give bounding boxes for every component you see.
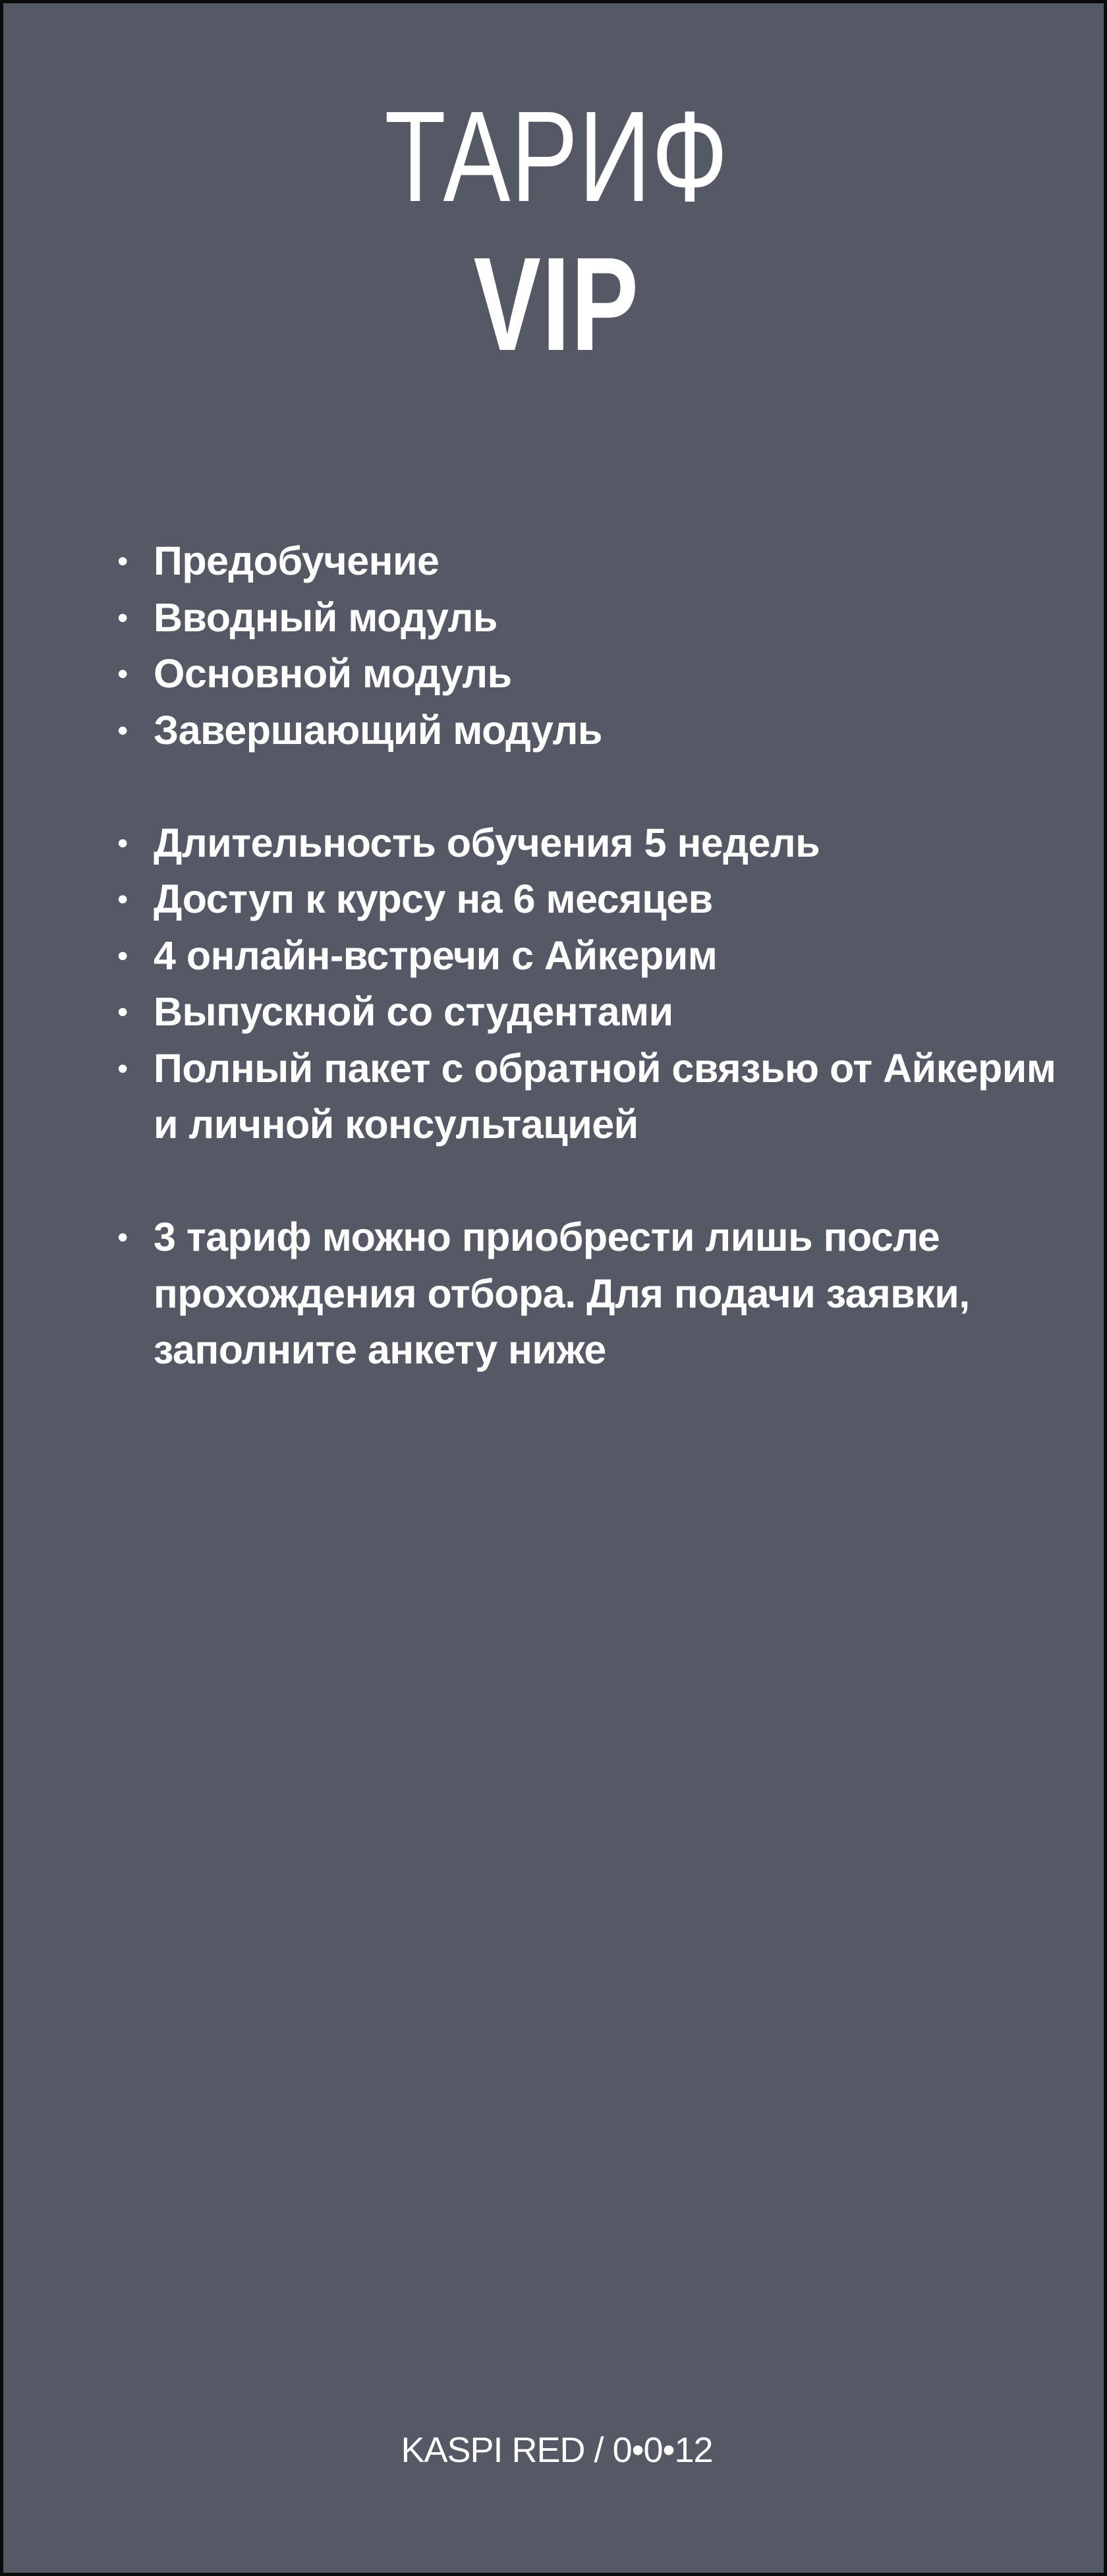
feature-text: 3 тариф можно приобрести лишь после прохождения отбора. Для подачи заявки, заполните анкету ниже [154, 1215, 970, 1372]
feature-text: Длительность обучения 5 недель [154, 820, 820, 865]
bullet-icon: • [117, 1221, 128, 1253]
feature-text: Завершающий модуль [154, 707, 602, 753]
tariff-title: ТАРИФ [384, 84, 729, 229]
bullet-icon: • [117, 601, 128, 634]
feature-item [109, 533, 1058, 590]
feature-item [109, 871, 1058, 928]
feature-text: Основной модуль [154, 651, 512, 696]
payment-footer: KASPI RED / 0•0•12 [401, 2430, 713, 2470]
feature-item [109, 646, 1058, 702]
feature-text: Предобучение [154, 538, 440, 583]
feature-item [109, 984, 1058, 1041]
bullet-icon: • [117, 883, 128, 915]
feature-item [109, 590, 1058, 646]
feature-item [109, 702, 1058, 759]
feature-item [109, 928, 1058, 985]
features-list [109, 533, 1058, 1379]
feature-item [109, 1041, 1058, 1153]
bullet-icon: • [117, 996, 128, 1028]
tariff-name: VIP [473, 229, 640, 378]
bullet-icon: • [117, 826, 128, 859]
selection-note [109, 1209, 1058, 1379]
bullet-icon: • [117, 714, 128, 747]
feature-text: Доступ к курсу на 6 месяцев [154, 876, 713, 921]
feature-text: Полный пакет с обратной связью от Айкерим и личной консультацией [154, 1045, 1056, 1147]
feature-text: 4 онлайн-встречи с Айкерим [154, 932, 718, 978]
feature-item [109, 815, 1058, 872]
bullet-icon: • [117, 939, 128, 972]
bullet-icon: • [117, 658, 128, 690]
feature-text: Вводный модуль [154, 594, 497, 640]
bullet-icon: • [117, 545, 128, 577]
bullet-icon: • [117, 1052, 128, 1085]
feature-text: Выпускной со студентами [154, 989, 673, 1034]
